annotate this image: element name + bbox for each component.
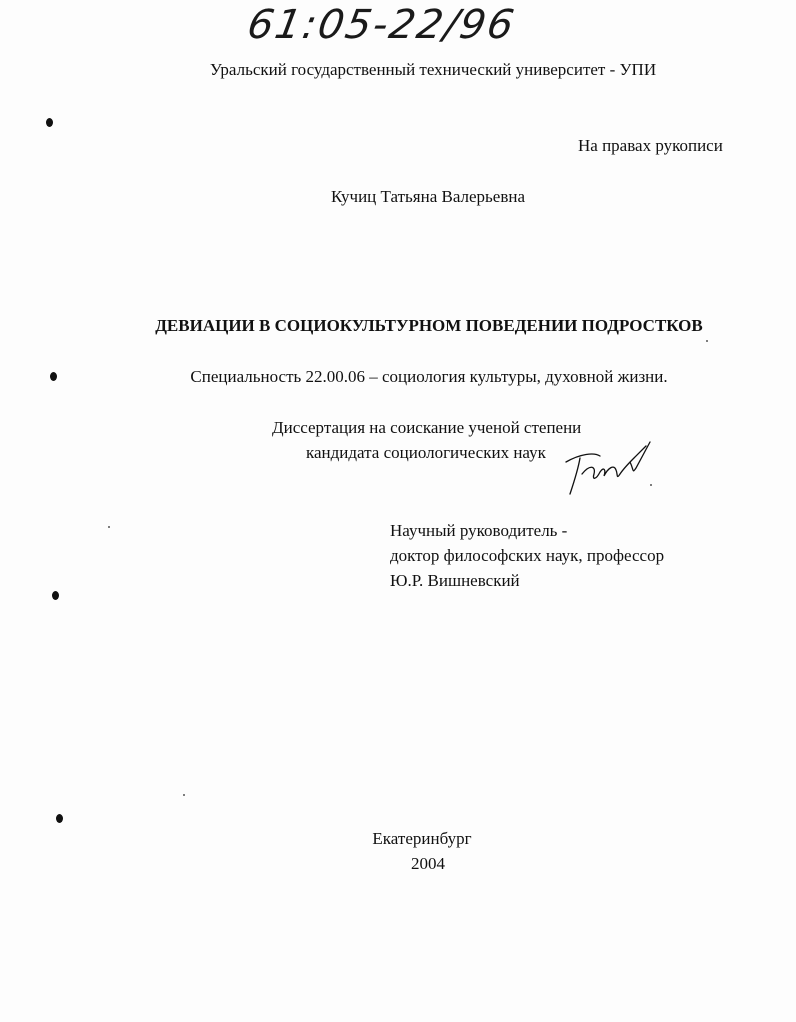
manuscript-note: На правах рукописи — [578, 136, 723, 155]
scan-speck — [650, 484, 652, 486]
city: Екатеринбург — [372, 829, 472, 848]
university-name: Уральский государственный технический университет - УПИ — [209, 60, 657, 79]
binding-hole-mark — [46, 118, 53, 127]
author-name: Кучиц Татьяна Валерьевна — [330, 187, 526, 206]
scan-speck — [706, 340, 708, 342]
author-signature — [560, 440, 660, 500]
binding-hole-mark — [52, 591, 59, 600]
scan-speck — [108, 526, 110, 528]
archive-code-handwritten: 61:05-22/96 — [243, 2, 520, 48]
supervisor-degree: доктор философских наук, профессор — [390, 546, 665, 565]
binding-hole-mark — [56, 814, 63, 823]
year: 2004 — [411, 854, 445, 873]
scan-speck — [183, 794, 185, 796]
binding-hole-mark — [50, 372, 57, 381]
supervisor-name: Ю.Р. Вишневский — [390, 571, 520, 590]
specialty: Специальность 22.00.06 – социология культуры, духовной жизни. — [190, 367, 668, 386]
dissertation-title: ДЕВИАЦИИ В СОЦИОКУЛЬТУРНОМ ПОВЕДЕНИИ ПОДРОСТКОВ — [155, 316, 703, 335]
dissertation-line-1: Диссертация на соискание ученой степени — [272, 418, 582, 437]
supervisor-label: Научный руководитель - — [390, 521, 568, 540]
dissertation-line-2: кандидата социологических наук — [306, 443, 546, 462]
